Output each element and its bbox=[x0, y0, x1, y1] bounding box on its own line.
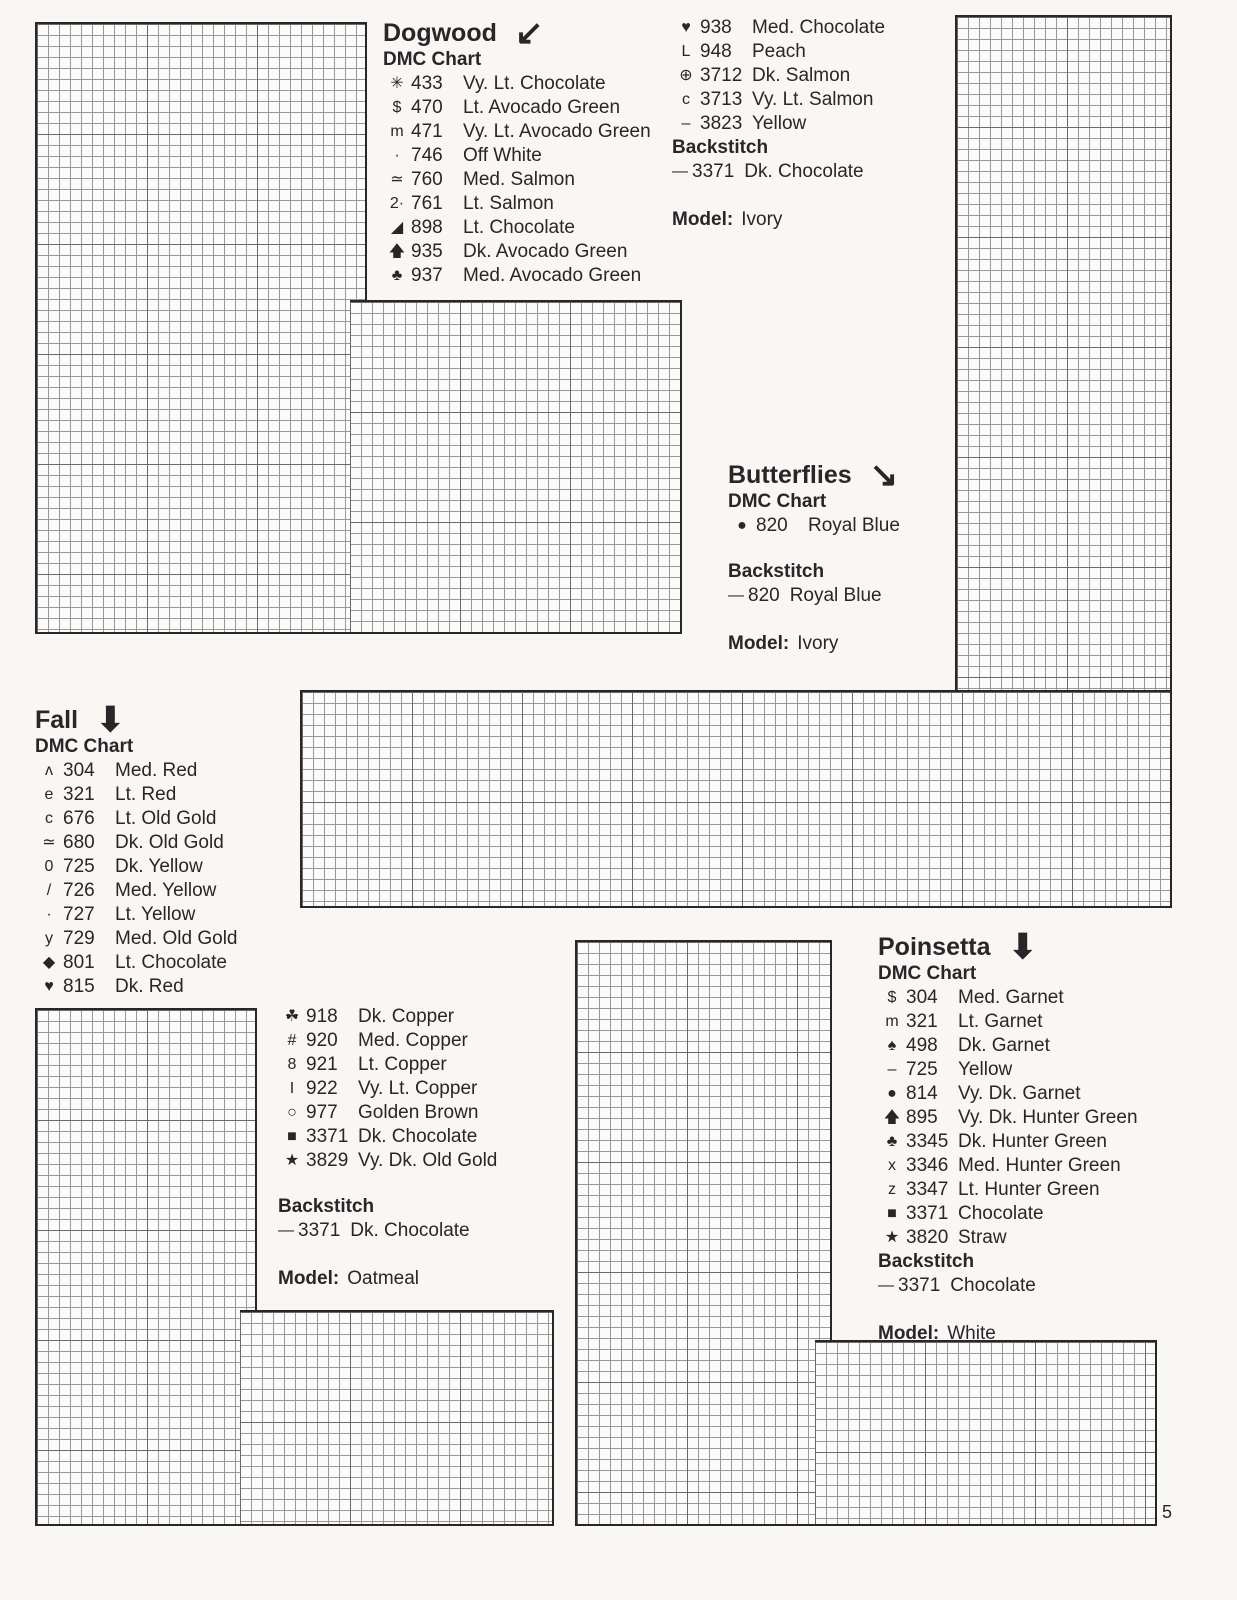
legend-row bbox=[878, 1082, 1138, 1106]
stitch-symbol-icon: ■ bbox=[887, 1205, 897, 1222]
color-name: Lt. Chocolate bbox=[115, 952, 227, 973]
dmc-code: 815 bbox=[63, 976, 95, 997]
butterflies-legend bbox=[728, 456, 900, 656]
dmc-code: 937 bbox=[411, 265, 443, 286]
color-name: Royal Blue bbox=[789, 585, 882, 606]
page-number: 5 bbox=[1162, 1502, 1173, 1522]
arrow-icon: ↙ bbox=[514, 14, 544, 52]
dmc-code: 304 bbox=[906, 987, 938, 1008]
poinsetta-legend bbox=[878, 928, 1138, 1346]
stitch-symbol-icon: · bbox=[394, 147, 400, 164]
legend-row bbox=[278, 1029, 497, 1053]
stitch-symbol-icon: ≃ bbox=[390, 171, 404, 188]
dogwood-title: Dogwood bbox=[383, 19, 497, 47]
color-name: Lt. Hunter Green bbox=[958, 1179, 1100, 1200]
stitch-symbol-icon: ♥ bbox=[681, 19, 691, 36]
dmc-code: 433 bbox=[411, 73, 443, 94]
color-name: Dk. Red bbox=[115, 976, 184, 997]
stitch-symbol-icon: / bbox=[46, 882, 52, 899]
legend-row bbox=[878, 1154, 1138, 1178]
legend-row bbox=[878, 986, 1138, 1010]
dmc-code: 3371 bbox=[298, 1220, 341, 1241]
dmc-code: 727 bbox=[63, 904, 95, 925]
legend-row bbox=[35, 951, 238, 975]
color-name: Dk. Garnet bbox=[958, 1035, 1050, 1056]
model-value: Oatmeal bbox=[347, 1268, 420, 1289]
color-name: Off White bbox=[463, 145, 542, 166]
backstitch-label: Backstitch bbox=[278, 1196, 375, 1217]
stitch-symbol-icon: $ bbox=[887, 989, 897, 1006]
fall-title: Fall bbox=[35, 706, 79, 734]
dmc-code: 935 bbox=[411, 241, 443, 262]
dmc-code: 3347 bbox=[906, 1179, 949, 1200]
color-name: Royal Blue bbox=[808, 515, 900, 536]
legend-row bbox=[728, 514, 900, 538]
dmc-code: 746 bbox=[411, 145, 443, 166]
model-value: Ivory bbox=[797, 633, 839, 654]
dmc-code: 725 bbox=[63, 856, 95, 877]
section-title bbox=[383, 14, 651, 52]
color-name: Med. Garnet bbox=[958, 987, 1064, 1008]
dmc-code: 725 bbox=[906, 1059, 938, 1080]
color-name: Vy. Dk. Hunter Green bbox=[958, 1107, 1138, 1128]
dmc-code: 321 bbox=[906, 1011, 938, 1032]
stitch-symbol-icon: — bbox=[278, 1222, 294, 1239]
model-label: Model: bbox=[672, 209, 734, 230]
legend-row bbox=[672, 16, 885, 40]
dmc-code: 3820 bbox=[906, 1227, 949, 1248]
dmc-code: 3823 bbox=[700, 113, 743, 134]
legend-row bbox=[878, 1178, 1138, 1202]
dmc-chart-label: DMC Chart bbox=[728, 491, 827, 512]
poinsetta-title: Poinsetta bbox=[878, 933, 991, 961]
stitch-symbol-icon: – bbox=[887, 1061, 897, 1078]
fall-chart-grid bbox=[35, 1008, 257, 1526]
stitch-symbol-icon: 2· bbox=[389, 195, 405, 212]
dmc-code: 471 bbox=[411, 121, 443, 142]
stitch-symbol-icon: 8 bbox=[287, 1056, 297, 1073]
legend-row bbox=[35, 831, 238, 855]
dmc-code: 3713 bbox=[700, 89, 743, 110]
stitch-symbol-icon: ◢ bbox=[390, 219, 404, 236]
dogwood-chart-grid-extension bbox=[350, 300, 682, 634]
dmc-code: 498 bbox=[906, 1035, 938, 1056]
dmc-code: 895 bbox=[906, 1107, 938, 1128]
stitch-symbol-icon: ★ bbox=[884, 1229, 900, 1246]
color-name: Med. Copper bbox=[358, 1030, 468, 1051]
color-name: Lt. Avocado Green bbox=[463, 97, 621, 118]
stitch-symbol-icon: 0 bbox=[44, 858, 54, 875]
color-name: Lt. Yellow bbox=[115, 904, 196, 925]
color-name: Lt. Old Gold bbox=[115, 808, 217, 829]
legend-row bbox=[35, 783, 238, 807]
color-name: Lt. Red bbox=[115, 784, 177, 805]
dmc-code: 922 bbox=[306, 1078, 338, 1099]
stitch-symbol-icon: I bbox=[289, 1080, 295, 1097]
color-name: Dk. Yellow bbox=[115, 856, 203, 877]
legend-row bbox=[35, 807, 238, 831]
stitch-symbol-icon: · bbox=[46, 906, 52, 923]
legend-row bbox=[383, 120, 651, 144]
legend-row bbox=[672, 112, 885, 136]
dmc-code: 3371 bbox=[692, 161, 735, 182]
arrow-icon: ⬇ bbox=[1008, 928, 1038, 966]
legend-row bbox=[383, 72, 651, 96]
color-name: Yellow bbox=[752, 113, 807, 134]
stitch-symbol-icon: ○ bbox=[287, 1104, 297, 1121]
dmc-code: 938 bbox=[700, 17, 732, 38]
dmc-code: 729 bbox=[63, 928, 95, 949]
legend-row bbox=[878, 1034, 1138, 1058]
color-name: Lt. Copper bbox=[358, 1054, 447, 1075]
dmc-chart-label: DMC Chart bbox=[878, 963, 977, 984]
color-name: Chocolate bbox=[950, 1275, 1036, 1296]
dmc-code: 726 bbox=[63, 880, 95, 901]
dmc-code: 321 bbox=[63, 784, 95, 805]
legend-row bbox=[278, 1077, 497, 1101]
color-name: Lt. Chocolate bbox=[463, 217, 575, 238]
dmc-code: 676 bbox=[63, 808, 95, 829]
legend-row bbox=[383, 168, 651, 192]
stitch-symbol-icon: 🡅 bbox=[883, 1109, 901, 1126]
stitch-symbol-icon: – bbox=[681, 115, 691, 132]
stitch-symbol-icon: L bbox=[681, 43, 691, 60]
legend-row bbox=[672, 160, 885, 184]
dmc-code: 304 bbox=[63, 760, 95, 781]
dmc-code: 470 bbox=[411, 97, 443, 118]
stitch-symbol-icon: ♣ bbox=[391, 267, 403, 284]
stitch-symbol-icon: ♣ bbox=[886, 1133, 898, 1150]
dmc-code: 814 bbox=[906, 1083, 938, 1104]
model-line bbox=[278, 1267, 497, 1291]
color-name: Golden Brown bbox=[358, 1102, 479, 1123]
legend-row bbox=[35, 759, 238, 783]
dmc-code: 3371 bbox=[898, 1275, 941, 1296]
color-name: Vy. Lt. Salmon bbox=[752, 89, 874, 110]
dogwood-legend bbox=[383, 14, 651, 288]
color-name: Dk. Avocado Green bbox=[463, 241, 628, 262]
dmc-code: 977 bbox=[306, 1102, 338, 1123]
legend-row bbox=[383, 96, 651, 120]
color-name: Med. Avocado Green bbox=[463, 265, 642, 286]
model-line bbox=[878, 1322, 1138, 1346]
legend-row bbox=[878, 1202, 1138, 1226]
model-line bbox=[728, 632, 900, 656]
stitch-symbol-icon: — bbox=[878, 1277, 894, 1294]
color-name: Vy. Dk. Garnet bbox=[958, 1083, 1081, 1104]
stitch-symbol-icon: # bbox=[287, 1032, 297, 1049]
color-name: Peach bbox=[752, 41, 806, 62]
dmc-code: 948 bbox=[700, 41, 732, 62]
section-title bbox=[878, 928, 1138, 966]
stitch-symbol-icon: ● bbox=[887, 1085, 897, 1102]
stitch-symbol-icon: ♠ bbox=[887, 1037, 897, 1054]
poinsetta-chart-grid-extension bbox=[815, 1340, 1157, 1526]
legend-row bbox=[278, 1149, 497, 1173]
stitch-symbol-icon: ⊕ bbox=[679, 67, 693, 84]
stitch-symbol-icon: ʌ bbox=[45, 762, 53, 779]
stitch-symbol-icon: ■ bbox=[287, 1128, 297, 1145]
legend-row bbox=[728, 584, 900, 608]
legend-row bbox=[383, 264, 651, 288]
stitch-symbol-icon: ◆ bbox=[42, 954, 56, 971]
stitch-symbol-icon: m bbox=[885, 1013, 899, 1030]
legend-row bbox=[383, 192, 651, 216]
stitch-symbol-icon: — bbox=[672, 163, 688, 180]
stitch-symbol-icon: z bbox=[888, 1181, 896, 1198]
stitch-symbol-icon: ✳ bbox=[390, 75, 404, 92]
legend-row bbox=[35, 903, 238, 927]
backstitch-label: Backstitch bbox=[672, 137, 769, 158]
color-name: Lt. Garnet bbox=[958, 1011, 1043, 1032]
butterflies-chart-grid-vertical bbox=[955, 15, 1172, 705]
color-name: Med. Red bbox=[115, 760, 198, 781]
dmc-code: 921 bbox=[306, 1054, 338, 1075]
model-value: White bbox=[947, 1323, 996, 1344]
legend-row bbox=[35, 855, 238, 879]
legend-row bbox=[878, 1274, 1138, 1298]
dmc-code: 820 bbox=[748, 585, 780, 606]
legend-row bbox=[672, 88, 885, 112]
arrow-icon: ↘ bbox=[869, 456, 899, 494]
stitch-symbol-icon: ♥ bbox=[44, 978, 54, 995]
dmc-code: 3371 bbox=[306, 1126, 349, 1147]
legend-row bbox=[278, 1101, 497, 1125]
legend-row bbox=[878, 1010, 1138, 1034]
color-name: Dk. Chocolate bbox=[358, 1126, 478, 1147]
dmc-chart-label: DMC Chart bbox=[383, 49, 482, 70]
legend-row bbox=[672, 64, 885, 88]
color-name: Med. Old Gold bbox=[115, 928, 238, 949]
stitch-symbol-icon: x bbox=[888, 1157, 896, 1174]
color-name: Yellow bbox=[958, 1059, 1013, 1080]
model-line bbox=[672, 208, 885, 232]
stitch-symbol-icon: 🡅 bbox=[388, 243, 406, 260]
stitch-symbol-icon: ≃ bbox=[42, 834, 56, 851]
section-title bbox=[35, 701, 238, 739]
legend-row bbox=[278, 1219, 497, 1243]
stitch-symbol-icon: — bbox=[728, 587, 744, 604]
dmc-code: 3345 bbox=[906, 1131, 949, 1152]
stitch-symbol-icon: y bbox=[45, 930, 53, 947]
legend-row bbox=[878, 1058, 1138, 1082]
model-label: Model: bbox=[728, 633, 790, 654]
color-name: Straw bbox=[958, 1227, 1007, 1248]
legend-row bbox=[35, 927, 238, 951]
dmc-code: 680 bbox=[63, 832, 95, 853]
color-name: Vy. Lt. Copper bbox=[358, 1078, 478, 1099]
stitch-symbol-icon: c bbox=[45, 810, 53, 827]
dmc-code: 820 bbox=[756, 515, 788, 536]
dmc-code: 920 bbox=[306, 1030, 338, 1051]
legend-row bbox=[383, 144, 651, 168]
legend-row bbox=[383, 216, 651, 240]
color-name: Med. Hunter Green bbox=[958, 1155, 1121, 1176]
dogwood-legend-continued bbox=[672, 16, 885, 232]
legend-row bbox=[35, 879, 238, 903]
color-name: Vy. Lt. Avocado Green bbox=[463, 121, 651, 142]
legend-row bbox=[278, 1125, 497, 1149]
poinsetta-chart-grid bbox=[575, 940, 832, 1526]
legend-row bbox=[672, 40, 885, 64]
dmc-chart-label: DMC Chart bbox=[35, 736, 134, 757]
section-title bbox=[728, 456, 900, 494]
color-name: Dk. Copper bbox=[358, 1006, 455, 1027]
legend-row bbox=[278, 1005, 497, 1029]
backstitch-label: Backstitch bbox=[728, 561, 825, 582]
color-name: Dk. Chocolate bbox=[350, 1220, 470, 1241]
stitch-symbol-icon: ● bbox=[737, 517, 747, 534]
stitch-symbol-icon: c bbox=[682, 91, 690, 108]
dmc-code: 898 bbox=[411, 217, 443, 238]
backstitch-label: Backstitch bbox=[878, 1251, 975, 1272]
legend-row bbox=[878, 1130, 1138, 1154]
dmc-code: 761 bbox=[411, 193, 443, 214]
dmc-code: 801 bbox=[63, 952, 95, 973]
fall-legend-continued bbox=[278, 1005, 497, 1291]
color-name: Vy. Lt. Chocolate bbox=[463, 73, 606, 94]
dmc-code: 760 bbox=[411, 169, 443, 190]
color-name: Dk. Chocolate bbox=[744, 161, 864, 182]
legend-row bbox=[878, 1226, 1138, 1250]
legend-row bbox=[35, 975, 238, 999]
stitch-symbol-icon: ★ bbox=[284, 1152, 300, 1169]
model-label: Model: bbox=[278, 1268, 340, 1289]
spacer bbox=[278, 1173, 497, 1195]
arrow-icon: ⬇ bbox=[96, 701, 125, 739]
spacer bbox=[728, 538, 900, 560]
dmc-code: 3371 bbox=[906, 1203, 949, 1224]
butterflies-chart-grid-horizontal bbox=[300, 690, 1172, 908]
dogwood-chart-grid bbox=[35, 22, 367, 634]
color-name: Med. Salmon bbox=[463, 169, 575, 190]
fall-chart-grid-extension bbox=[240, 1310, 554, 1526]
color-name: Dk. Old Gold bbox=[115, 832, 224, 853]
color-name: Chocolate bbox=[958, 1203, 1044, 1224]
stitch-symbol-icon: ☘ bbox=[284, 1008, 300, 1025]
dmc-code: 3712 bbox=[700, 65, 743, 86]
stitch-symbol-icon: e bbox=[44, 786, 54, 803]
dmc-code: 3829 bbox=[306, 1150, 349, 1171]
butterflies-title: Butterflies bbox=[728, 461, 852, 489]
fall-legend bbox=[35, 701, 238, 999]
legend-row bbox=[878, 1106, 1138, 1130]
dmc-code: 3346 bbox=[906, 1155, 949, 1176]
model-label: Model: bbox=[878, 1323, 940, 1344]
color-name: Vy. Dk. Old Gold bbox=[358, 1150, 498, 1171]
dmc-code: 918 bbox=[306, 1006, 338, 1027]
legend-row bbox=[383, 240, 651, 264]
color-name: Med. Yellow bbox=[115, 880, 217, 901]
color-name: Dk. Salmon bbox=[752, 65, 851, 86]
legend-row bbox=[278, 1053, 497, 1077]
color-name: Dk. Hunter Green bbox=[958, 1131, 1107, 1152]
stitch-symbol-icon: $ bbox=[392, 99, 402, 116]
stitch-symbol-icon: m bbox=[390, 123, 404, 140]
model-value: Ivory bbox=[741, 209, 783, 230]
color-name: Lt. Salmon bbox=[463, 193, 554, 214]
color-name: Med. Chocolate bbox=[752, 17, 886, 38]
